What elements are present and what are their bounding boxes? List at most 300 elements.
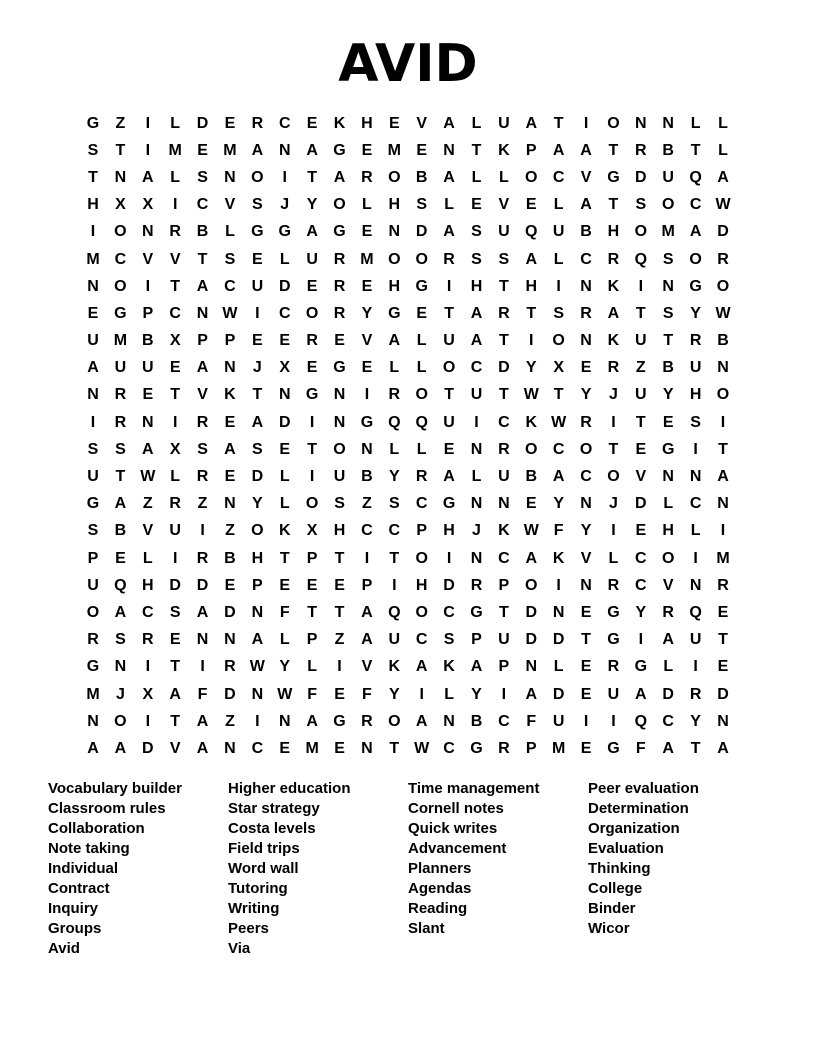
- grid-letter: D: [224, 603, 236, 621]
- word-list-item: Peers: [228, 919, 269, 937]
- grid-letter: A: [251, 631, 264, 649]
- grid-letter: G: [470, 739, 483, 757]
- grid-letter: T: [471, 141, 482, 159]
- grid-letter: I: [337, 658, 342, 676]
- grid-letter: B: [142, 332, 154, 350]
- word-list-item: Tutoring: [228, 879, 288, 897]
- word-list-item: Quick writes: [408, 819, 498, 837]
- grid-letter: A: [635, 685, 647, 703]
- grid-letter: N: [87, 386, 99, 404]
- grid-letter: N: [114, 658, 127, 676]
- grid-letter: T: [252, 386, 263, 404]
- grid-letter: S: [252, 196, 263, 214]
- grid-letter: I: [693, 658, 698, 676]
- grid-letter: U: [114, 359, 127, 377]
- grid-letter: C: [689, 196, 702, 214]
- grid-letter: E: [306, 277, 318, 295]
- grid-letter: G: [333, 141, 346, 159]
- grid-letter: K: [498, 141, 510, 159]
- grid-letter: C: [251, 739, 264, 757]
- grid-letter: R: [443, 250, 455, 268]
- grid-letter: N: [142, 413, 154, 431]
- grid-letter: A: [142, 440, 154, 458]
- grid-letter: D: [443, 576, 455, 594]
- grid-letter: G: [278, 223, 291, 241]
- grid-letter: N: [580, 576, 592, 594]
- grid-letter: U: [333, 468, 346, 486]
- grid-letter: H: [525, 277, 538, 295]
- grid-letter: A: [580, 196, 592, 214]
- grid-letter: P: [361, 576, 373, 594]
- grid-letter: W: [414, 739, 430, 757]
- grid-letter: S: [498, 250, 510, 268]
- grid-letter: I: [583, 712, 589, 730]
- grid-letter: I: [693, 549, 698, 567]
- grid-letter: N: [333, 386, 346, 404]
- grid-letter: Q: [388, 413, 401, 431]
- grid-letter: N: [278, 712, 291, 730]
- grid-letter: R: [114, 386, 127, 404]
- grid-letter: T: [88, 168, 98, 186]
- grid-letter: A: [87, 359, 99, 377]
- grid-letter: U: [388, 631, 401, 649]
- grid-letter: C: [114, 250, 127, 268]
- grid-letter: P: [525, 141, 537, 159]
- grid-letter: T: [553, 386, 564, 404]
- grid-letter: N: [196, 304, 209, 322]
- grid-letter: V: [416, 114, 428, 132]
- grid-letter: O: [388, 712, 401, 730]
- grid-letter: O: [251, 168, 264, 186]
- grid-letter: Q: [634, 712, 648, 730]
- grid-letter: D: [662, 685, 674, 703]
- grid-letter: P: [142, 304, 154, 322]
- grid-letter: C: [635, 576, 647, 594]
- grid-letter: E: [662, 413, 674, 431]
- grid-letter: M: [223, 141, 237, 159]
- grid-letter: S: [169, 603, 181, 621]
- grid-letter: D: [525, 631, 538, 649]
- grid-letter: E: [635, 522, 647, 540]
- grid-letter: T: [444, 386, 454, 404]
- grid-letter: W: [222, 304, 238, 322]
- grid-letter: N: [470, 495, 483, 513]
- grid-letter: Q: [634, 250, 648, 268]
- grid-letter: A: [196, 277, 209, 295]
- grid-letter: N: [689, 468, 702, 486]
- grid-letter: A: [361, 631, 373, 649]
- grid-letter: U: [87, 468, 99, 486]
- grid-letter: R: [361, 168, 373, 186]
- grid-letter: A: [87, 739, 99, 757]
- grid-letter: R: [169, 495, 181, 513]
- grid-letter: E: [525, 495, 537, 513]
- word-list-item: Field trips: [228, 839, 300, 857]
- grid-letter: E: [279, 739, 291, 757]
- grid-letter: V: [169, 250, 181, 268]
- grid-letter: A: [717, 168, 729, 186]
- grid-letter: T: [115, 468, 126, 486]
- grid-letter: A: [196, 739, 209, 757]
- grid-letter: A: [251, 413, 264, 431]
- grid-letter: R: [114, 413, 127, 431]
- grid-letter: J: [472, 522, 481, 540]
- grid-letter: C: [689, 495, 702, 513]
- grid-letter: P: [224, 332, 236, 350]
- grid-letter: U: [689, 631, 702, 649]
- grid-letter: E: [334, 739, 345, 757]
- grid-letter: O: [552, 332, 565, 350]
- grid-letter: O: [689, 250, 702, 268]
- word-list-item: Advancement: [408, 839, 507, 857]
- grid-letter: R: [498, 440, 510, 458]
- grid-letter: B: [580, 223, 592, 241]
- grid-letter: N: [635, 114, 647, 132]
- grid-letter: C: [498, 712, 510, 730]
- word-list-item: Peer evaluation: [588, 779, 699, 797]
- grid-letter: E: [87, 304, 99, 322]
- grid-letter: A: [443, 223, 455, 241]
- grid-letter: L: [444, 685, 454, 703]
- word-list-item: Inquiry: [48, 899, 99, 917]
- grid-letter: W: [523, 386, 539, 404]
- grid-letter: T: [197, 250, 208, 268]
- grid-letter: L: [718, 114, 728, 132]
- grid-letter: K: [498, 522, 510, 540]
- grid-letter: C: [443, 739, 455, 757]
- grid-letter: D: [196, 114, 209, 132]
- grid-letter: U: [443, 413, 455, 431]
- grid-letter: M: [387, 141, 401, 159]
- grid-letter: C: [635, 549, 647, 567]
- grid-letter: E: [197, 141, 208, 159]
- word-list-item: Planners: [408, 859, 472, 877]
- grid-letter: N: [114, 168, 127, 186]
- grid-letter: S: [662, 304, 674, 322]
- grid-letter: C: [662, 712, 674, 730]
- grid-letter: U: [607, 685, 620, 703]
- word-list-item: Evaluation: [588, 839, 664, 857]
- grid-letter: H: [689, 386, 702, 404]
- grid-letter: Y: [306, 196, 318, 214]
- grid-letter: N: [717, 712, 729, 730]
- grid-letter: N: [580, 277, 592, 295]
- grid-letter: U: [498, 468, 510, 486]
- grid-letter: A: [361, 603, 373, 621]
- grid-letter: I: [583, 114, 589, 132]
- grid-letter: E: [471, 196, 482, 214]
- grid-letter: C: [388, 522, 401, 540]
- grid-letter: J: [608, 386, 618, 404]
- grid-letter: O: [305, 304, 319, 322]
- grid-letter: N: [580, 332, 592, 350]
- grid-letter: A: [470, 304, 483, 322]
- grid-letter: R: [196, 413, 209, 431]
- grid-letter: W: [140, 468, 156, 486]
- grid-letter: P: [498, 576, 510, 594]
- grid-letter: R: [498, 739, 510, 757]
- grid-letter: D: [498, 359, 510, 377]
- grid-letter: U: [443, 332, 455, 350]
- grid-letter: N: [717, 495, 729, 513]
- word-list-item: Avid: [48, 939, 80, 957]
- grid-letter: X: [115, 196, 126, 214]
- grid-letter: O: [305, 495, 319, 513]
- grid-letter: L: [170, 468, 181, 486]
- grid-letter: N: [443, 712, 455, 730]
- grid-letter: S: [471, 250, 482, 268]
- grid-letter: C: [278, 114, 291, 132]
- grid-letter: A: [251, 141, 264, 159]
- grid-letter: V: [224, 196, 236, 214]
- grid-letter: I: [90, 413, 96, 431]
- grid-letter: A: [114, 603, 127, 621]
- grid-letter: G: [634, 658, 648, 676]
- grid-letter: D: [415, 223, 428, 241]
- grid-letter: S: [197, 440, 208, 458]
- grid-letter: F: [279, 603, 290, 621]
- word-list-column: [48, 779, 228, 959]
- grid-letter: A: [525, 549, 538, 567]
- word-list-item: Agendas: [408, 879, 472, 897]
- grid-letter: O: [716, 277, 730, 295]
- grid-letter: M: [86, 685, 100, 703]
- grid-letter: B: [114, 522, 127, 540]
- grid-letter: R: [251, 114, 264, 132]
- word-list-item: Star strategy: [228, 799, 320, 817]
- grid-letter: L: [279, 250, 290, 268]
- grid-letter: A: [552, 468, 565, 486]
- word-list-item: Reading: [408, 899, 468, 917]
- grid-letter: K: [224, 386, 236, 404]
- grid-letter: G: [689, 277, 702, 295]
- grid-letter: O: [333, 196, 346, 214]
- grid-letter: I: [556, 576, 561, 594]
- grid-letter: R: [607, 576, 620, 594]
- grid-letter: L: [362, 196, 372, 214]
- grid-letter: T: [608, 196, 619, 214]
- grid-letter: P: [416, 522, 428, 540]
- grid-letter: H: [251, 549, 264, 567]
- grid-letter: R: [196, 549, 209, 567]
- grid-letter: G: [607, 168, 620, 186]
- grid-letter: X: [306, 522, 318, 540]
- grid-letter: Y: [662, 386, 674, 404]
- grid-letter: G: [388, 304, 401, 322]
- grid-letter: T: [334, 603, 345, 621]
- grid-letter: D: [552, 685, 565, 703]
- grid-letter: P: [87, 549, 99, 567]
- grid-letter: C: [415, 631, 428, 649]
- grid-letter: S: [115, 440, 126, 458]
- grid-letter: T: [279, 549, 290, 567]
- grid-letter: N: [251, 603, 264, 621]
- grid-letter: R: [333, 250, 346, 268]
- grid-letter: I: [638, 277, 644, 295]
- grid-letter: I: [364, 386, 370, 404]
- grid-letter: T: [608, 440, 619, 458]
- grid-letter: I: [364, 549, 370, 567]
- grid-letter: E: [361, 277, 373, 295]
- word-list-item: Word wall: [228, 859, 299, 877]
- grid-letter: D: [717, 223, 729, 241]
- grid-letter: F: [553, 522, 564, 540]
- grid-letter: A: [306, 141, 318, 159]
- grid-letter: X: [169, 332, 181, 350]
- grid-letter: D: [525, 603, 538, 621]
- word-list-item: College: [588, 879, 643, 897]
- grid-letter: B: [662, 141, 674, 159]
- grid-letter: I: [172, 413, 178, 431]
- grid-letter: E: [224, 114, 236, 132]
- grid-letter: O: [607, 468, 620, 486]
- grid-letter: M: [113, 332, 128, 350]
- grid-letter: T: [170, 277, 181, 295]
- grid-letter: S: [87, 522, 99, 540]
- grid-letter: E: [580, 685, 592, 703]
- grid-letter: P: [306, 631, 318, 649]
- grid-letter: G: [661, 440, 675, 458]
- grid-letter: V: [142, 250, 154, 268]
- grid-letter: V: [197, 386, 208, 404]
- grid-letter: B: [415, 168, 428, 186]
- grid-letter: I: [145, 712, 151, 730]
- grid-letter: E: [635, 440, 647, 458]
- grid-letter: V: [580, 549, 592, 567]
- grid-letter: Q: [525, 223, 538, 241]
- grid-letter: B: [361, 468, 373, 486]
- grid-letter: B: [470, 712, 483, 730]
- grid-letter: Z: [225, 522, 235, 540]
- grid-letter: T: [389, 739, 400, 757]
- grid-letter: M: [86, 250, 100, 268]
- grid-letter: A: [607, 304, 620, 322]
- grid-letter: C: [224, 277, 236, 295]
- grid-letter: N: [251, 685, 264, 703]
- grid-letter: U: [635, 386, 647, 404]
- grid-letter: C: [196, 196, 209, 214]
- grid-letter: R: [717, 576, 729, 594]
- grid-letter: R: [580, 413, 592, 431]
- grid-letter: X: [279, 359, 291, 377]
- grid-letter: M: [716, 549, 730, 567]
- grid-letter: T: [307, 440, 318, 458]
- grid-letter: E: [279, 576, 291, 594]
- grid-letter: L: [663, 495, 674, 513]
- grid-letter: T: [170, 658, 181, 676]
- grid-letter: N: [224, 168, 236, 186]
- grid-letter: A: [196, 359, 209, 377]
- grid-letter: R: [361, 712, 373, 730]
- grid-letter: E: [252, 250, 263, 268]
- grid-letter: O: [525, 440, 538, 458]
- grid-letter: U: [251, 277, 264, 295]
- grid-letter: N: [224, 631, 236, 649]
- grid-letter: R: [306, 332, 318, 350]
- grid-letter: O: [333, 440, 346, 458]
- grid-letter: O: [716, 386, 730, 404]
- grid-letter: V: [580, 168, 592, 186]
- grid-letter: E: [580, 603, 592, 621]
- grid-letter: N: [552, 603, 565, 621]
- grid-letter: E: [334, 685, 345, 703]
- word-list-item: Vocabulary builder: [48, 779, 182, 797]
- grid-letter: D: [278, 277, 291, 295]
- grid-letter: R: [689, 332, 702, 350]
- grid-letter: J: [608, 495, 618, 513]
- grid-letter: G: [442, 495, 456, 513]
- grid-letter: A: [169, 685, 181, 703]
- grid-letter: T: [170, 386, 181, 404]
- grid-letter: L: [389, 359, 400, 377]
- grid-letter: K: [278, 522, 291, 540]
- grid-letter: I: [720, 522, 726, 540]
- grid-letter: O: [388, 250, 401, 268]
- grid-letter: L: [553, 196, 564, 214]
- grid-letter: G: [86, 495, 100, 513]
- grid-letter: A: [415, 712, 428, 730]
- grid-letter: I: [720, 413, 726, 431]
- grid-letter: P: [471, 631, 482, 649]
- grid-letter: X: [142, 196, 154, 214]
- grid-letter: R: [142, 631, 154, 649]
- grid-letter: U: [498, 114, 510, 132]
- grid-letter: N: [196, 631, 209, 649]
- grid-letter: E: [306, 359, 318, 377]
- grid-letter: N: [278, 386, 291, 404]
- grid-letter: S: [662, 250, 674, 268]
- grid-letter: T: [690, 141, 701, 159]
- grid-letter: I: [419, 685, 424, 703]
- grid-letter: E: [361, 359, 373, 377]
- grid-letter: I: [611, 712, 616, 730]
- word-list-column: [408, 779, 588, 959]
- grid-letter: S: [388, 495, 400, 513]
- grid-letter: S: [252, 440, 263, 458]
- grid-letter: O: [525, 168, 538, 186]
- grid-letter: I: [282, 168, 287, 186]
- grid-letter: N: [498, 495, 510, 513]
- grid-letter: G: [251, 223, 264, 241]
- grid-letter: K: [333, 114, 346, 132]
- grid-letter: A: [470, 332, 483, 350]
- grid-letter: H: [607, 223, 620, 241]
- grid-letter: E: [334, 576, 345, 594]
- grid-letter: D: [552, 631, 565, 649]
- grid-letter: I: [145, 658, 151, 676]
- grid-letter: D: [635, 495, 647, 513]
- word-list-item: Organization: [588, 819, 680, 837]
- grid-letter: L: [142, 549, 153, 567]
- grid-letter: U: [498, 631, 510, 649]
- grid-letter: X: [142, 685, 154, 703]
- grid-letter: T: [526, 304, 537, 322]
- grid-letter: I: [145, 141, 151, 159]
- grid-letter: F: [635, 739, 646, 757]
- grid-letter: A: [580, 141, 592, 159]
- grid-letter: A: [142, 168, 154, 186]
- grid-letter: U: [470, 386, 483, 404]
- grid-letter: S: [635, 196, 647, 214]
- grid-letter: T: [718, 631, 728, 649]
- grid-letter: Z: [362, 495, 372, 513]
- grid-letter: F: [362, 685, 372, 703]
- grid-letter: X: [553, 359, 564, 377]
- word-search-grid: [0, 110, 816, 763]
- grid-letter: E: [169, 631, 181, 649]
- grid-letter: L: [389, 440, 400, 458]
- grid-letter: W: [277, 685, 293, 703]
